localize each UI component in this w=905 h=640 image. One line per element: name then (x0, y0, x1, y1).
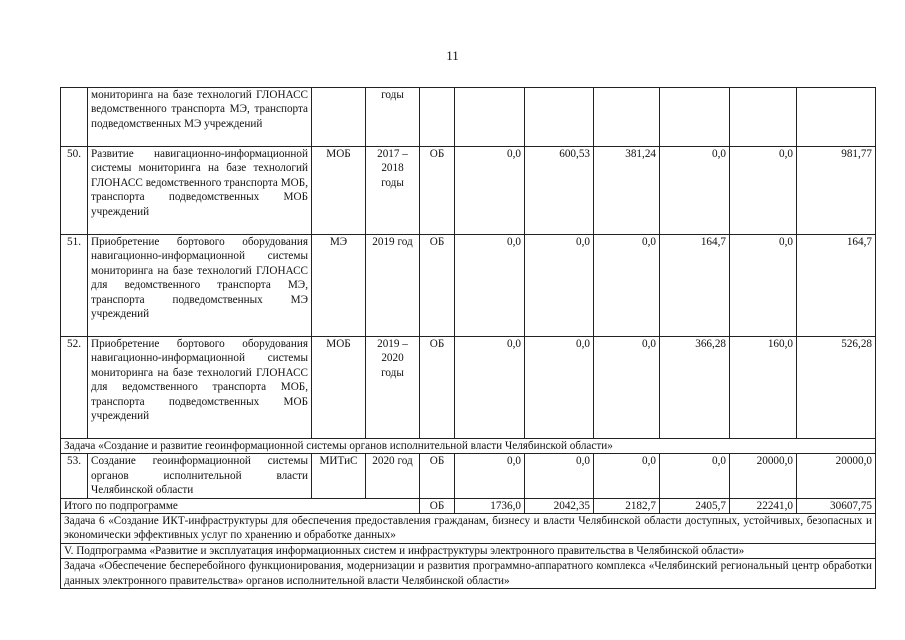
program-table-container (60, 87, 875, 589)
value-total: 981,77 (797, 147, 876, 235)
value-5: 20000,0 (730, 454, 797, 498)
task-geo-title: Задача «Создание и развитие геоинформационной системы органов исполнительной власти Челябинской области» (61, 439, 876, 454)
row-number: 53. (61, 454, 88, 498)
row-number: 52. (61, 337, 88, 439)
value-5: 0,0 (730, 147, 797, 235)
row-number: 50. (61, 147, 88, 235)
value-4: 366,28 (660, 337, 730, 439)
value-3: 2182,7 (594, 498, 660, 513)
value-2 (525, 88, 594, 147)
row-number: 51. (61, 235, 88, 337)
value-total (797, 88, 876, 147)
value-1: 0,0 (455, 235, 525, 337)
value-total: 164,7 (797, 235, 876, 337)
period: 2020 год (366, 454, 420, 498)
value-4: 0,0 (660, 147, 730, 235)
total-row (61, 498, 876, 513)
value-5: 160,0 (730, 337, 797, 439)
value-3 (594, 88, 660, 147)
row-number (61, 88, 88, 147)
value-2: 0,0 (525, 337, 594, 439)
table-row (61, 337, 876, 439)
executor: МЭ (312, 235, 366, 337)
value-2: 2042,35 (525, 498, 594, 513)
table-row (61, 88, 876, 147)
page-number: 11 (446, 48, 459, 63)
activity-name: Создание геоинформационной системы органов исполнительной власти Челябинской области (88, 454, 312, 498)
value-3: 381,24 (594, 147, 660, 235)
executor: МИТиС (312, 454, 366, 498)
value-total: 30607,75 (797, 498, 876, 513)
table-row (61, 147, 876, 235)
subprogram-5-title: V. Подпрограмма «Развитие и эксплуатация информационных систем и инфраструктуры электронного правительства в Челябинской области» (61, 544, 876, 559)
funding-source: ОБ (420, 498, 455, 513)
value-3: 0,0 (594, 454, 660, 498)
task-row (61, 514, 876, 544)
subprogram-row (61, 544, 876, 559)
value-1: 0,0 (455, 454, 525, 498)
funding-source: ОБ (420, 235, 455, 337)
value-5: 22241,0 (730, 498, 797, 513)
funding-source: ОБ (420, 454, 455, 498)
value-1: 0,0 (455, 147, 525, 235)
funding-source (420, 88, 455, 147)
value-4: 2405,7 (660, 498, 730, 513)
task-row (61, 559, 876, 589)
total-label: Итого по подпрограмме (61, 498, 420, 513)
value-2: 0,0 (525, 454, 594, 498)
period: 2019 – 2020 годы (366, 337, 420, 439)
table-row (61, 235, 876, 337)
value-5: 0,0 (730, 235, 797, 337)
executor (312, 88, 366, 147)
period: 2019 год (366, 235, 420, 337)
task-row (61, 439, 876, 454)
activity-name: Развитие навигационно-информационной системы мониторинга на базе технологий ГЛОНАСС ведомственного транспорта МОБ, транспорта подведомственных МОБ учреждений (88, 147, 312, 235)
activity-name: мониторинга на базе технологий ГЛОНАСС ведомственного транспорта МЭ, транспорта подведомственных МЭ учреждений (88, 88, 312, 147)
value-2: 600,53 (525, 147, 594, 235)
activity-name: Приобретение бортового оборудования навигационно-информационной системы мониторинга на базе технологий ГЛОНАСС для ведомственного транспорта МЭ, транспорта подведомственных МЭ учреждений (88, 235, 312, 337)
value-1: 1736,0 (455, 498, 525, 513)
funding-source: ОБ (420, 147, 455, 235)
value-2: 0,0 (525, 235, 594, 337)
value-total: 526,28 (797, 337, 876, 439)
executor: МОБ (312, 337, 366, 439)
task-data-center-title: Задача «Обеспечение бесперебойного функционирования, модернизации и развития программно-аппаратного комплекса «Челябинский региональный центр обработки данных электронного правительства» органов исполнительной власти Челябинской области» (61, 559, 876, 589)
program-activities-table (60, 87, 876, 589)
value-4: 164,7 (660, 235, 730, 337)
value-5 (730, 88, 797, 147)
value-1: 0,0 (455, 337, 525, 439)
value-3: 0,0 (594, 235, 660, 337)
activity-name: Приобретение бортового оборудования навигационно-информационной системы мониторинга на базе технологий ГЛОНАСС для ведомственного транспорта МОБ, транспорта подведомственных МОБ учреждений (88, 337, 312, 439)
executor: МОБ (312, 147, 366, 235)
value-1 (455, 88, 525, 147)
value-3: 0,0 (594, 337, 660, 439)
task-6-title: Задача 6 «Создание ИКТ-инфраструктуры для обеспечения предоставления гражданам, бизнесу и власти Челябинской области доступных, устойчивых, безопасных и экономически эффективных услуг по хранению и обработке данных» (61, 514, 876, 544)
table-row (61, 454, 876, 498)
value-4: 0,0 (660, 454, 730, 498)
period: 2017 – 2018 годы (366, 147, 420, 235)
funding-source: ОБ (420, 337, 455, 439)
value-total: 20000,0 (797, 454, 876, 498)
period: годы (366, 88, 420, 147)
value-4 (660, 88, 730, 147)
